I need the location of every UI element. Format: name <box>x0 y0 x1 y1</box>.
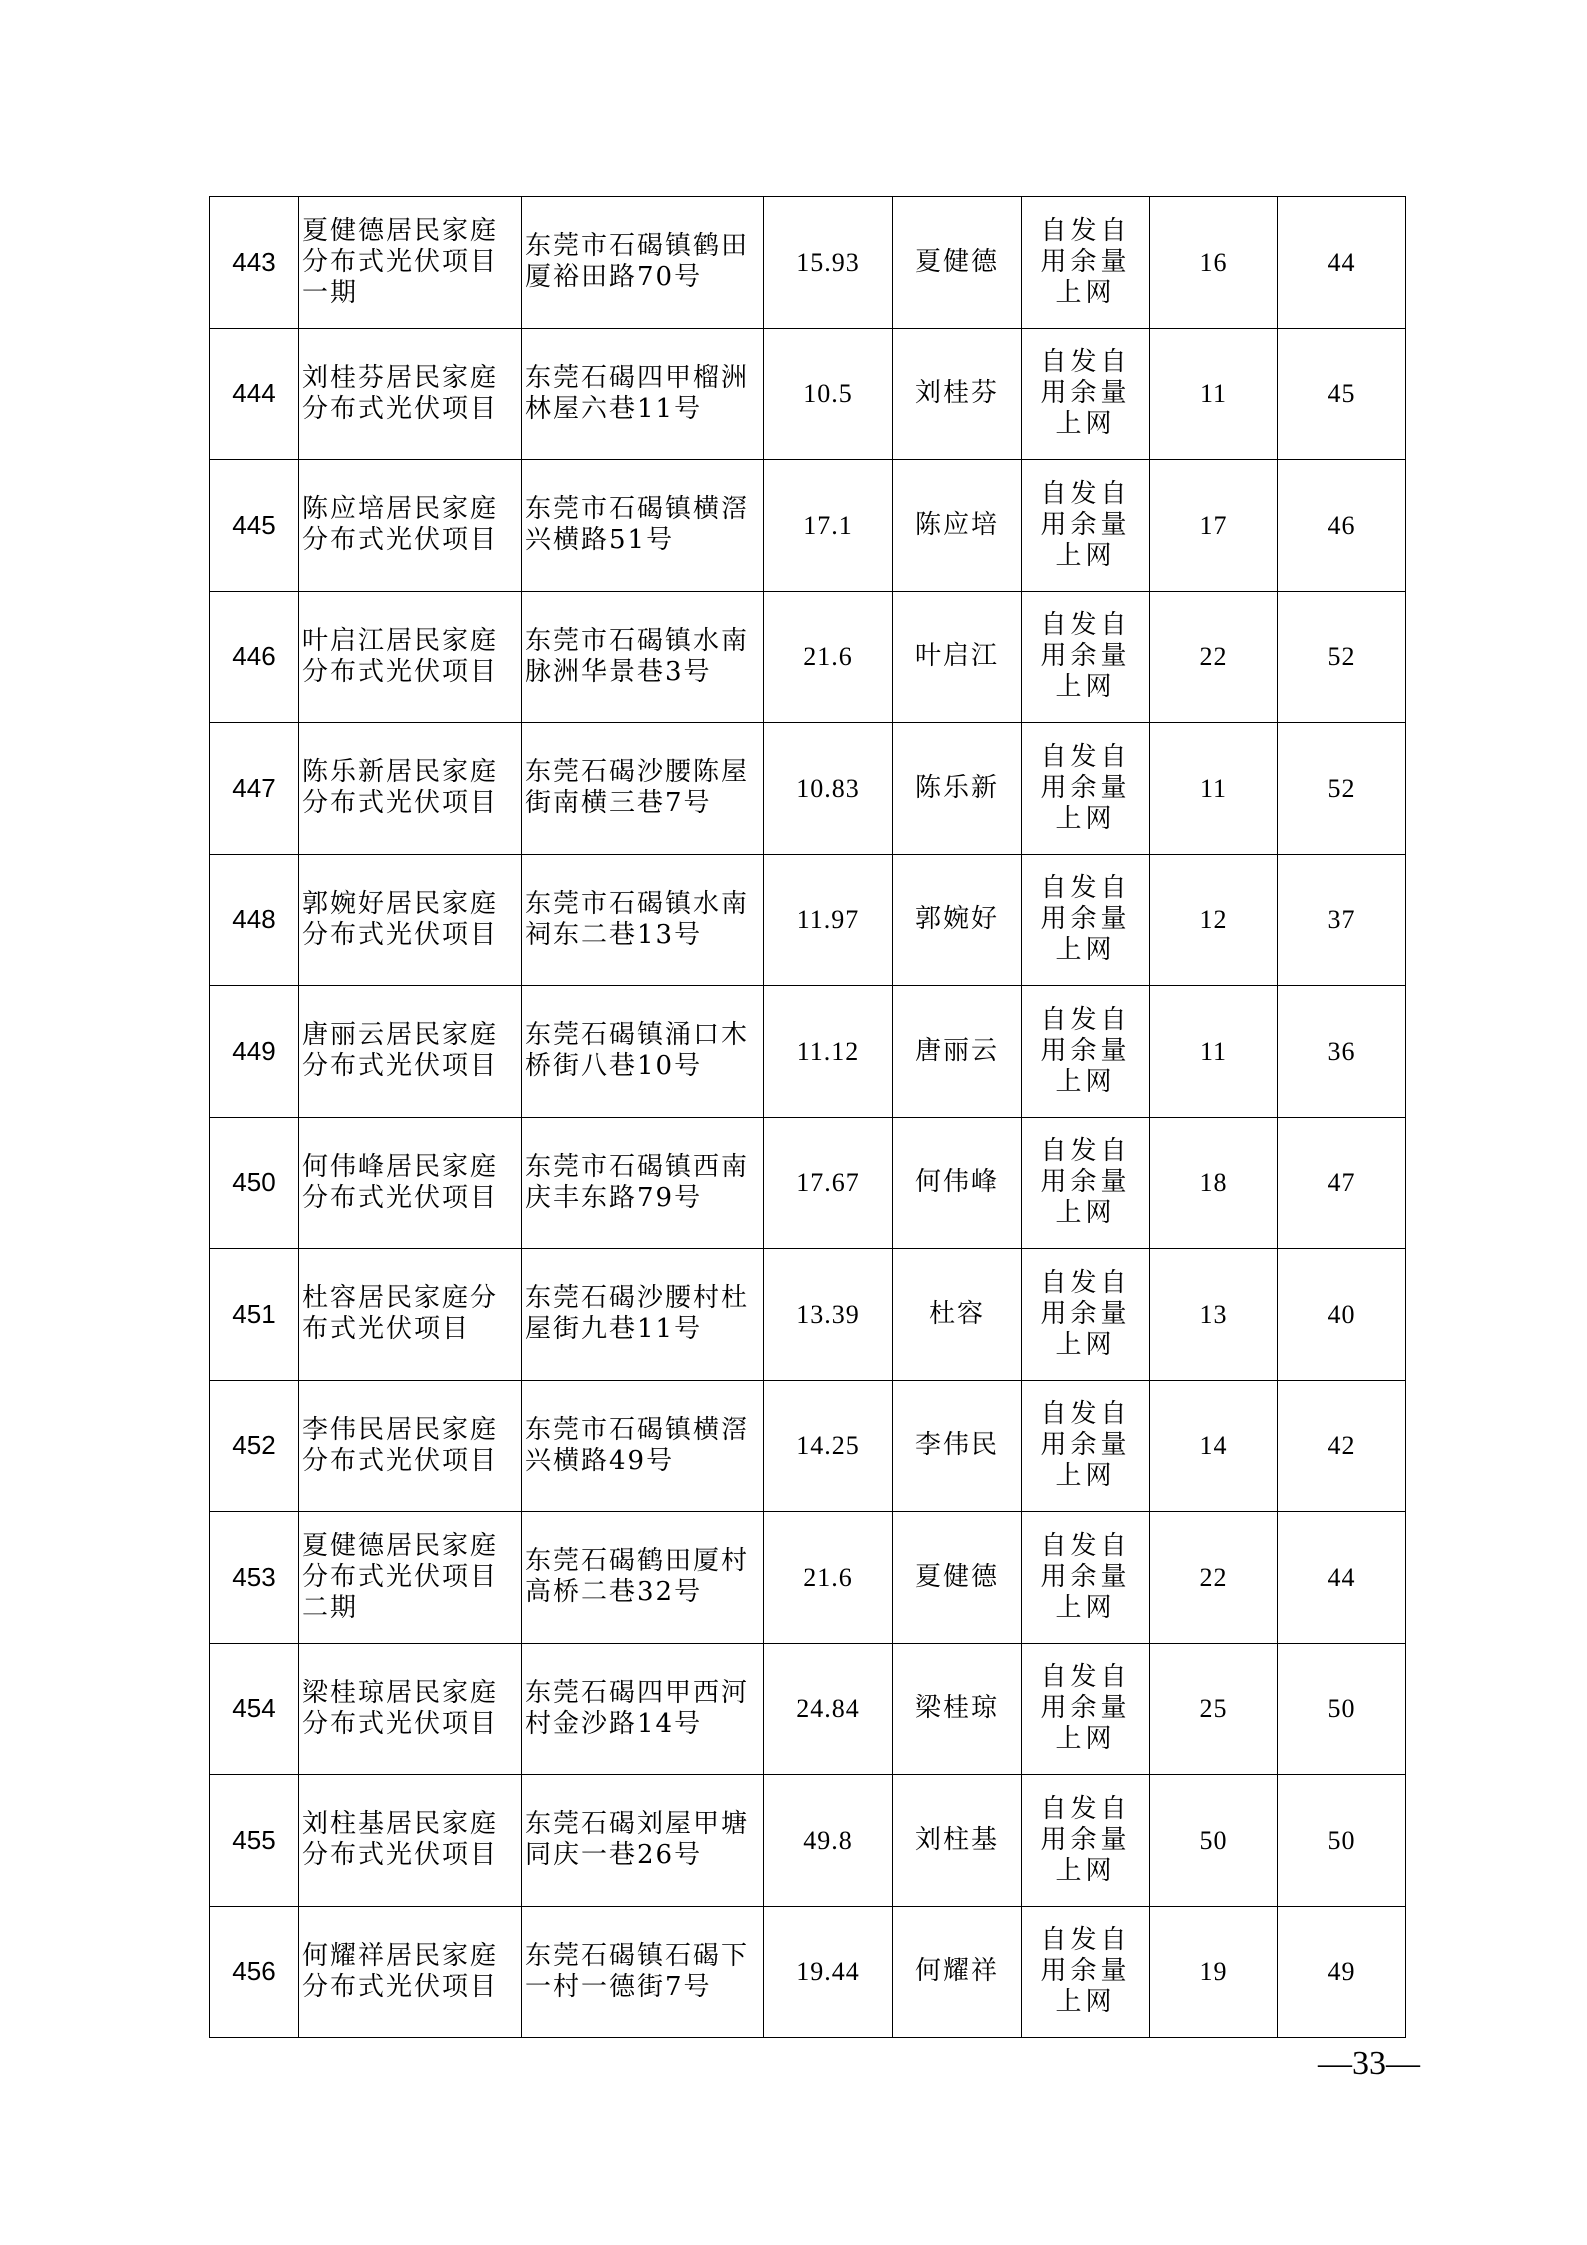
address-cell: 东莞石碣镇石碣下一村一德街7号 <box>522 1906 764 2038</box>
row-number-cell: 450 <box>210 1117 299 1249</box>
owner-cell: 叶启江 <box>893 591 1022 723</box>
address-cell: 东莞石碣刘屋甲塘同庆一巷26号 <box>522 1775 764 1907</box>
value-a-cell: 16 <box>1150 197 1278 329</box>
grid-mode-cell: 自发自用余量上网 <box>1022 1775 1150 1907</box>
value-b-cell: 50 <box>1278 1643 1406 1775</box>
table-row <box>210 1775 1406 1907</box>
capacity-cell: 10.5 <box>764 328 893 460</box>
grid-mode-cell: 自发自用余量上网 <box>1022 1512 1150 1644</box>
value-b-cell: 40 <box>1278 1249 1406 1381</box>
project-name-cell: 何伟峰居民家庭分布式光伏项目 <box>299 1117 522 1249</box>
address-cell: 东莞市石碣镇水南脉洲华景巷3号 <box>522 591 764 723</box>
project-name-cell: 夏健德居民家庭分布式光伏项目二期 <box>299 1512 522 1644</box>
row-number-cell: 449 <box>210 986 299 1118</box>
table-row <box>210 1643 1406 1775</box>
row-number-cell: 447 <box>210 723 299 855</box>
project-name-cell: 杜容居民家庭分布式光伏项目 <box>299 1249 522 1381</box>
owner-cell: 李伟民 <box>893 1380 1022 1512</box>
table-row <box>210 197 1406 329</box>
value-a-cell: 11 <box>1150 986 1278 1118</box>
address-cell: 东莞石碣四甲西河村金沙路14号 <box>522 1643 764 1775</box>
value-a-cell: 11 <box>1150 328 1278 460</box>
value-b-cell: 36 <box>1278 986 1406 1118</box>
value-b-cell: 44 <box>1278 197 1406 329</box>
grid-mode-cell: 自发自用余量上网 <box>1022 1380 1150 1512</box>
owner-cell: 刘桂芬 <box>893 328 1022 460</box>
project-table <box>209 196 1406 2038</box>
capacity-cell: 17.67 <box>764 1117 893 1249</box>
value-a-cell: 22 <box>1150 591 1278 723</box>
grid-mode-cell: 自发自用余量上网 <box>1022 591 1150 723</box>
table-row <box>210 460 1406 592</box>
project-name-cell: 郭婉好居民家庭分布式光伏项目 <box>299 854 522 986</box>
project-name-cell: 刘柱基居民家庭分布式光伏项目 <box>299 1775 522 1907</box>
capacity-cell: 49.8 <box>764 1775 893 1907</box>
owner-cell: 夏健德 <box>893 1512 1022 1644</box>
value-a-cell: 11 <box>1150 723 1278 855</box>
table-row <box>210 328 1406 460</box>
project-name-cell: 刘桂芬居民家庭分布式光伏项目 <box>299 328 522 460</box>
address-cell: 东莞市石碣镇水南祠东二巷13号 <box>522 854 764 986</box>
row-number-cell: 454 <box>210 1643 299 1775</box>
row-number-cell: 448 <box>210 854 299 986</box>
value-b-cell: 42 <box>1278 1380 1406 1512</box>
value-b-cell: 46 <box>1278 460 1406 592</box>
owner-cell: 何伟峰 <box>893 1117 1022 1249</box>
value-b-cell: 52 <box>1278 723 1406 855</box>
table-row <box>210 1380 1406 1512</box>
table-row <box>210 1512 1406 1644</box>
row-number-cell: 456 <box>210 1906 299 2038</box>
value-a-cell: 17 <box>1150 460 1278 592</box>
value-b-cell: 52 <box>1278 591 1406 723</box>
value-a-cell: 14 <box>1150 1380 1278 1512</box>
capacity-cell: 15.93 <box>764 197 893 329</box>
project-name-cell: 陈乐新居民家庭分布式光伏项目 <box>299 723 522 855</box>
table-row <box>210 591 1406 723</box>
address-cell: 东莞石碣镇涌口木桥街八巷10号 <box>522 986 764 1118</box>
value-b-cell: 45 <box>1278 328 1406 460</box>
table-body <box>210 197 1406 2038</box>
row-number-cell: 444 <box>210 328 299 460</box>
capacity-cell: 17.1 <box>764 460 893 592</box>
grid-mode-cell: 自发自用余量上网 <box>1022 1249 1150 1381</box>
address-cell: 东莞市石碣镇西南庆丰东路79号 <box>522 1117 764 1249</box>
value-b-cell: 44 <box>1278 1512 1406 1644</box>
row-number-cell: 446 <box>210 591 299 723</box>
value-a-cell: 25 <box>1150 1643 1278 1775</box>
address-cell: 东莞石碣鹤田厦村高桥二巷32号 <box>522 1512 764 1644</box>
grid-mode-cell: 自发自用余量上网 <box>1022 197 1150 329</box>
project-name-cell: 梁桂琼居民家庭分布式光伏项目 <box>299 1643 522 1775</box>
address-cell: 东莞石碣四甲榴洲林屋六巷11号 <box>522 328 764 460</box>
value-b-cell: 47 <box>1278 1117 1406 1249</box>
table-row <box>210 854 1406 986</box>
table-row <box>210 1249 1406 1381</box>
project-name-cell: 夏健德居民家庭分布式光伏项目一期 <box>299 197 522 329</box>
value-a-cell: 12 <box>1150 854 1278 986</box>
owner-cell: 陈乐新 <box>893 723 1022 855</box>
owner-cell: 陈应培 <box>893 460 1022 592</box>
row-number-cell: 445 <box>210 460 299 592</box>
capacity-cell: 21.6 <box>764 591 893 723</box>
row-number-cell: 452 <box>210 1380 299 1512</box>
owner-cell: 唐丽云 <box>893 986 1022 1118</box>
table-row <box>210 1117 1406 1249</box>
capacity-cell: 14.25 <box>764 1380 893 1512</box>
row-number-cell: 451 <box>210 1249 299 1381</box>
row-number-cell: 443 <box>210 197 299 329</box>
value-b-cell: 49 <box>1278 1906 1406 2038</box>
owner-cell: 郭婉好 <box>893 854 1022 986</box>
grid-mode-cell: 自发自用余量上网 <box>1022 723 1150 855</box>
capacity-cell: 10.83 <box>764 723 893 855</box>
project-name-cell: 李伟民居民家庭分布式光伏项目 <box>299 1380 522 1512</box>
owner-cell: 梁桂琼 <box>893 1643 1022 1775</box>
address-cell: 东莞石碣沙腰村杜屋街九巷11号 <box>522 1249 764 1381</box>
grid-mode-cell: 自发自用余量上网 <box>1022 1906 1150 2038</box>
owner-cell: 夏健德 <box>893 197 1022 329</box>
capacity-cell: 19.44 <box>764 1906 893 2038</box>
value-a-cell: 50 <box>1150 1775 1278 1907</box>
grid-mode-cell: 自发自用余量上网 <box>1022 854 1150 986</box>
value-a-cell: 13 <box>1150 1249 1278 1381</box>
value-a-cell: 18 <box>1150 1117 1278 1249</box>
grid-mode-cell: 自发自用余量上网 <box>1022 328 1150 460</box>
capacity-cell: 11.97 <box>764 854 893 986</box>
capacity-cell: 13.39 <box>764 1249 893 1381</box>
address-cell: 东莞石碣沙腰陈屋街南横三巷7号 <box>522 723 764 855</box>
grid-mode-cell: 自发自用余量上网 <box>1022 460 1150 592</box>
row-number-cell: 453 <box>210 1512 299 1644</box>
value-b-cell: 50 <box>1278 1775 1406 1907</box>
row-number-cell: 455 <box>210 1775 299 1907</box>
value-a-cell: 19 <box>1150 1906 1278 2038</box>
project-name-cell: 何耀祥居民家庭分布式光伏项目 <box>299 1906 522 2038</box>
value-b-cell: 37 <box>1278 854 1406 986</box>
grid-mode-cell: 自发自用余量上网 <box>1022 1643 1150 1775</box>
capacity-cell: 24.84 <box>764 1643 893 1775</box>
project-name-cell: 叶启江居民家庭分布式光伏项目 <box>299 591 522 723</box>
table-row <box>210 986 1406 1118</box>
capacity-cell: 11.12 <box>764 986 893 1118</box>
owner-cell: 杜容 <box>893 1249 1022 1381</box>
project-name-cell: 唐丽云居民家庭分布式光伏项目 <box>299 986 522 1118</box>
address-cell: 东莞市石碣镇横滘兴横路51号 <box>522 460 764 592</box>
project-name-cell: 陈应培居民家庭分布式光伏项目 <box>299 460 522 592</box>
address-cell: 东莞市石碣镇鹤田厦裕田路70号 <box>522 197 764 329</box>
owner-cell: 刘柱基 <box>893 1775 1022 1907</box>
grid-mode-cell: 自发自用余量上网 <box>1022 1117 1150 1249</box>
capacity-cell: 21.6 <box>764 1512 893 1644</box>
page-number: —33— <box>1318 2045 1420 2082</box>
value-a-cell: 22 <box>1150 1512 1278 1644</box>
table-row <box>210 1906 1406 2038</box>
address-cell: 东莞市石碣镇横滘兴横路49号 <box>522 1380 764 1512</box>
grid-mode-cell: 自发自用余量上网 <box>1022 986 1150 1118</box>
owner-cell: 何耀祥 <box>893 1906 1022 2038</box>
table-row <box>210 723 1406 855</box>
